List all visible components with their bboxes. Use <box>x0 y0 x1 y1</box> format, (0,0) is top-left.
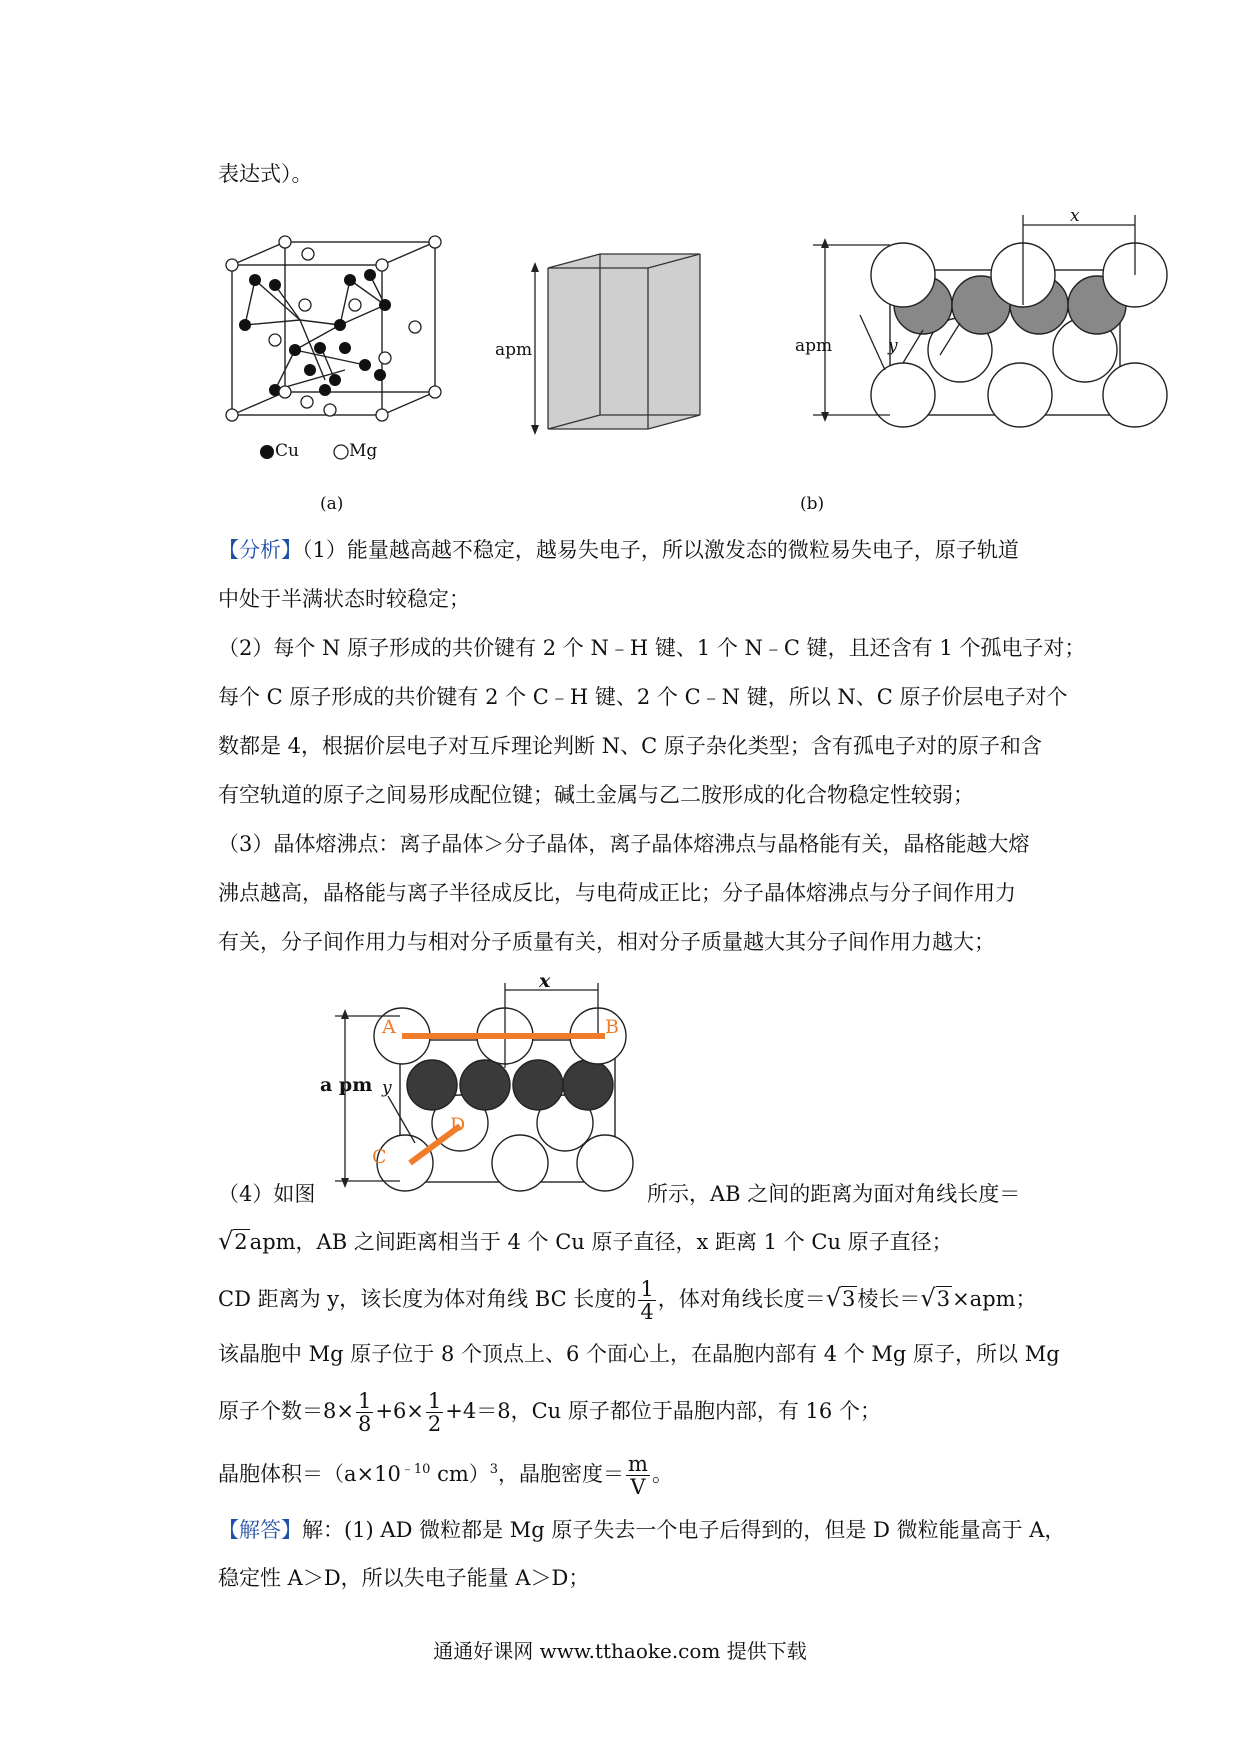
part4-line-2: √2apm，AB 之间距离相当于 4 个 Cu 原子直径，x 距离 1 个 Cu 原子直径； <box>218 1227 953 1255</box>
analysis-line-9: 有关，分子间作用力与相对分子质量有关，相对分子质量越大其分子间作用力越大； <box>218 930 995 954</box>
figure-c-point-a: A <box>382 1016 396 1038</box>
analysis-line-7: （3）晶体熔沸点：离子晶体＞分子晶体，离子晶体熔沸点与晶格能有关，晶格能越大熔 <box>218 832 1030 856</box>
figure-a-crystal-cell <box>215 230 465 470</box>
analysis-line-1: 【分析】（1）能量越高越不稳定，越易失电子，所以激发态的微粒易失电子，原子轨道 <box>218 538 1019 562</box>
analysis-line-6: 有空轨道的原子之间易形成配位键；碱土金属与乙二胺形成的化合物稳定性较弱； <box>218 783 974 807</box>
fraction-one-half: $\frac{1}{2}$ <box>427 1389 442 1436</box>
part4-line-1a: （4）如图 <box>218 1182 316 1206</box>
analysis-line-5: 数都是 4，根据价层电子对互斥理论判断 N、C 原子杂化类型；含有孤电子对的原子和含 <box>218 734 1042 758</box>
intro-text: 表达式）。 <box>218 162 313 186</box>
figure-c-point-c: C <box>372 1146 387 1168</box>
legend-cu: Cu <box>275 441 299 461</box>
figure-c-label-y: y <box>382 1078 392 1098</box>
part4-line-1b: 所示，AB 之间的距离为面对角线长度＝ <box>647 1182 1021 1206</box>
answer-line-2: 稳定性 A＞D，所以失电子能量 A＞D； <box>218 1566 590 1590</box>
legend-mg: Mg <box>349 441 378 461</box>
figure-a-caption: (a) <box>320 494 344 514</box>
figure-c-label-apm: a pm <box>320 1074 373 1096</box>
fraction-one-quarter: $\frac{1}{4}$ <box>640 1277 654 1324</box>
figure-c-point-b: B <box>605 1016 619 1038</box>
figure-b-label-apm: apm <box>795 336 833 356</box>
footer-text: 通通好课网 www.tthaoke.com 提供下载 <box>433 1639 807 1663</box>
answer-line-1: 【解答】解：(1) AD 微粒都是 Mg 原子失去一个电子后得到的，但是 D 微粒能量高于 A， <box>218 1518 1066 1542</box>
figure-b-label-y: y <box>888 336 898 356</box>
figure-b-layer-diagram <box>805 205 1175 445</box>
analysis-line-8: 沸点越高，晶格能与离子半径成反比，与电荷成正比；分子晶体熔沸点与分子间作用力 <box>218 881 1016 905</box>
fraction-m-over-v: $\frac{m}{V}$ <box>628 1452 648 1499</box>
figure-b-caption: (b) <box>800 494 825 514</box>
analysis-line-3: （2）每个 N 原子形成的共价键有 2 个 N﹣H 键、1 个 N﹣C 键，且还含有 1 个孤电子对； <box>218 636 1086 660</box>
part4-line-5: 原子个数＝8× $\frac{1}{8}$ +6× $\frac{1}{2}$ +4＝8，Cu 原子都位于晶胞内部，有 16 个； <box>218 1389 881 1436</box>
figure-c-point-d: D <box>450 1114 466 1136</box>
answer-tag: 【解答】 <box>218 1518 302 1542</box>
part4-line-4: 该晶胞中 Mg 原子位于 8 个顶点上、6 个面心上，在晶胞内部有 4 个 Mg 原子，所以 Mg <box>218 1342 1060 1366</box>
prism-label-apm: apm <box>495 340 533 360</box>
analysis-line-2: 中处于半满状态时较稳定； <box>218 587 470 611</box>
fraction-one-eighth: $\frac{1}{8}$ <box>357 1389 372 1436</box>
figure-b-label-x: x <box>1070 206 1080 226</box>
figure-c-label-x: x <box>539 970 551 992</box>
figure-prism <box>530 240 800 440</box>
analysis-line-4: 每个 C 原子形成的共价键有 2 个 C﹣H 键、2 个 C﹣N 键，所以 N、C 原子价层电子对个 <box>218 685 1068 709</box>
figure-c-annotated-diagram <box>330 978 640 1203</box>
analysis-tag: 【分析】 <box>218 538 302 562</box>
part4-line-3: CD 距离为 y，该长度为体对角线 BC 长度的 $\frac{1}{4}$ ，体对角线长度＝√3棱长＝√3×apm； <box>218 1277 1037 1324</box>
part4-line-6: 晶胞体积$=(a\times 10^{﹣10}$ cm）$^3$，晶胞密度＝ $\frac{m}{V}$ 。 <box>218 1452 673 1499</box>
